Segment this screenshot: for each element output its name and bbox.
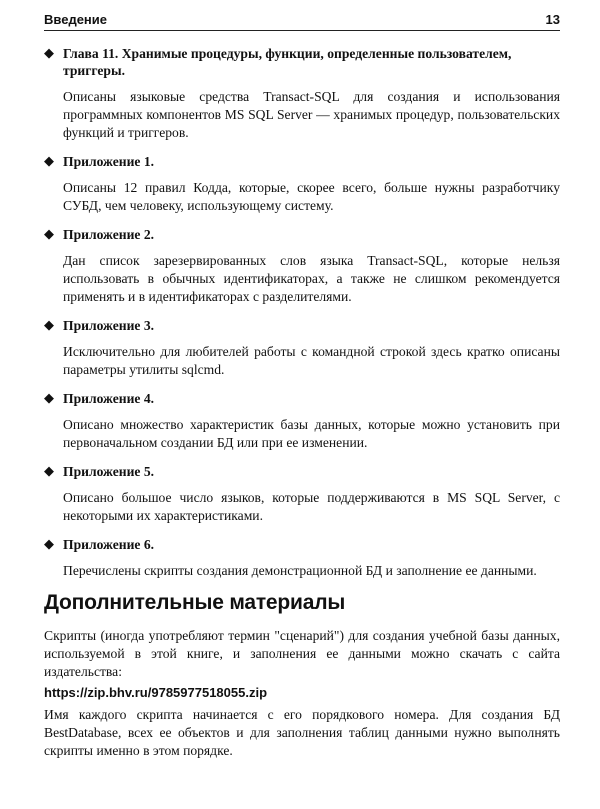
list-item-text: Дан список зарезервированных слов языка Transact-SQL, которые нельзя использовать в обычных идентификаторах, а также не слишком рекомендуется применять и в идентификаторах с разделителями. [63, 253, 560, 304]
list-item-text: Описано большое число языков, которые поддерживаются в MS SQL Server, с некоторыми их характеристиками. [63, 490, 560, 523]
list-item [44, 317, 560, 379]
diamond-bullet-icon: ◆ [44, 537, 54, 552]
running-header-section: Введение [44, 12, 107, 27]
page-number: 13 [545, 12, 560, 27]
diamond-bullet-icon: ◆ [44, 318, 54, 333]
section-heading: Дополнительные материалы [44, 591, 346, 614]
list-item-text: Исключительно для любителей работы с командной строкой здесь кратко описаны параметры утилиты sqlcmd. [63, 344, 560, 377]
list-item [44, 536, 560, 580]
diamond-bullet-icon: ◆ [44, 391, 54, 406]
list-item-title: Приложение 6. [63, 537, 155, 552]
running-header [44, 12, 560, 31]
section-paragraph: Скрипты (иногда употребляют термин "сценарий") для создания учебной базы данных, используемой в этой книге, и заполнения ее данными можно скачать с сайта издательства: [44, 628, 560, 679]
list-item-text: Перечислены скрипты создания демонстрационной БД и заполнение ее данными. [63, 563, 537, 578]
diamond-bullet-icon: ◆ [44, 227, 54, 242]
list-item [44, 153, 560, 215]
diamond-bullet-icon: ◆ [44, 154, 54, 169]
list-item-title: Приложение 5. [63, 464, 155, 479]
section-paragraph: Имя каждого скрипта начинается с его порядкового номера. Для создания БД BestDatabase, всех ее объектов и для заполнения таблиц данными нужно выполнять скрипты именно в этом порядке. [44, 707, 560, 758]
list-item [44, 390, 560, 452]
list-item-title: Приложение 1. [63, 154, 155, 169]
list-item-title: Глава 11. Хранимые процедуры, функции, определенные пользователем, триггеры. [63, 46, 512, 78]
list-item-title: Приложение 4. [63, 391, 155, 406]
list-item [44, 226, 560, 306]
list-item-text: Описано множество характеристик базы данных, которые можно установить при первоначальном создании БД или при ее изменении. [63, 417, 560, 450]
book-page [44, 12, 560, 764]
list-item [44, 463, 560, 525]
chapter-list [44, 45, 560, 580]
list-item-text: Описаны 12 правил Кодда, которые, скорее всего, больше нужны разработчику СУБД, чем человеку, использующему систему. [63, 180, 560, 213]
list-item-title: Приложение 2. [63, 227, 155, 242]
list-item-text: Описаны языковые средства Transact-SQL для создания и использования программных компонентов MS SQL Server — хранимых процедур, пользовательских функций и триггеров. [63, 89, 560, 140]
diamond-bullet-icon: ◆ [44, 464, 54, 479]
download-url-link[interactable]: https://zip.bhv.ru/9785977518055.zip [44, 685, 268, 700]
diamond-bullet-icon: ◆ [44, 46, 54, 61]
list-item-title: Приложение 3. [63, 318, 155, 333]
list-item [44, 45, 560, 142]
